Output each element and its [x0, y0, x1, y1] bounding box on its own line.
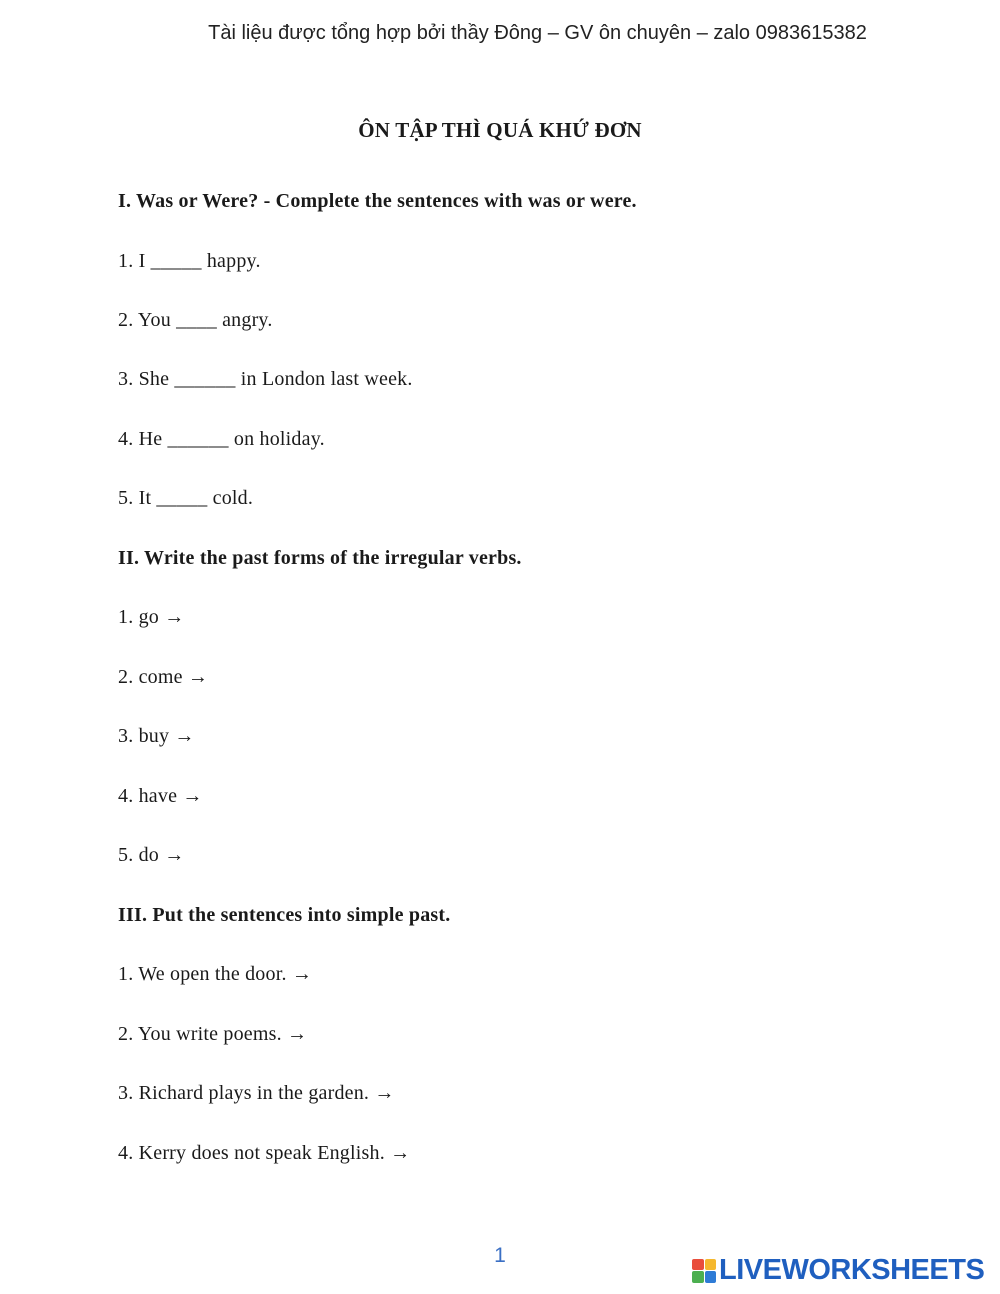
list-item: 1. I _____ happy.: [118, 250, 261, 272]
list-item: 3. She ______ in London last week.: [118, 368, 413, 390]
page-title: ÔN TẬP THÌ QUÁ KHỨ ĐƠN: [358, 118, 642, 142]
list-item: 2. You write poems. →: [118, 1023, 308, 1045]
logo-square-blue: [705, 1271, 717, 1283]
list-item: 5. do →: [118, 844, 185, 866]
list-item: 4. have →: [118, 785, 203, 807]
section-1-heading: I. Was or Were? - Complete the sentences with was or were.: [118, 190, 637, 212]
list-item: 4. He ______ on holiday.: [118, 428, 325, 450]
logo-square-yellow: [705, 1259, 717, 1271]
list-item: 2. come →: [118, 666, 209, 688]
list-item: 1. go →: [118, 606, 185, 628]
list-item: 5. It _____ cold.: [118, 487, 254, 509]
logo-mark-icon: [692, 1259, 716, 1283]
liveworksheets-logo[interactable]: [692, 1254, 984, 1287]
section-3-heading: III. Put the sentences into simple past.: [118, 904, 451, 926]
page-number: 1: [494, 1244, 506, 1267]
logo-square-green: [692, 1271, 704, 1283]
list-item: 2. You ____ angry.: [118, 309, 273, 331]
section-2-heading: II. Write the past forms of the irregular verbs.: [118, 547, 522, 569]
list-item: 1. We open the door. →: [118, 963, 313, 985]
list-item: 4. Kerry does not speak English. →: [118, 1142, 411, 1164]
header-note: Tài liệu được tổng hợp bởi thầy Đông – GV ôn chuyên – zalo 0983615382: [208, 22, 867, 44]
list-item: 3. Richard plays in the garden. →: [118, 1082, 395, 1104]
list-item: 3. buy →: [118, 725, 195, 747]
logo-text: LIVEWORKSHEETS: [719, 1254, 985, 1286]
logo-square-red: [692, 1259, 704, 1271]
